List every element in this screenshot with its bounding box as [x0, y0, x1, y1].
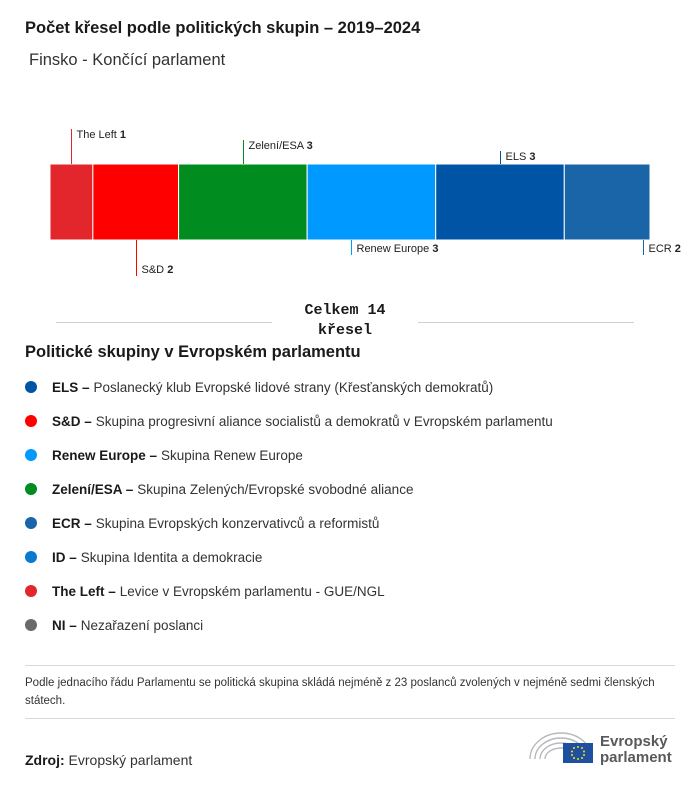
legend-abbr: The Left –	[52, 583, 116, 599]
source-label: Zdroj:	[25, 752, 65, 768]
legend-desc: Skupina progresivní aliance socialistů a demokratů v Evropském parlamentu	[95, 413, 553, 429]
total-seats-unit: křesel	[317, 322, 372, 339]
ep-logo-line2: parlament	[600, 749, 672, 766]
legend-desc: Skupina Zelených/Evropské svobodné aliance	[137, 481, 414, 497]
footnote: Podle jednacího řádu Parlamentu se politická skupina skládá nejméně z 23 poslanců zvolených v nejméně sedmi členských státech.	[25, 677, 655, 707]
legend-abbr: S&D –	[52, 413, 92, 429]
legend-dot-icon	[25, 415, 37, 427]
note-divider-bottom	[25, 718, 675, 719]
legend-item	[25, 404, 553, 438]
ep-logo-line1: Evropský	[600, 733, 668, 750]
legend-abbr: ECR –	[52, 515, 92, 531]
data-label-ecr: ECR 2	[648, 243, 681, 255]
legend-desc: Skupina Evropských konzervativců a reformistů	[95, 515, 380, 531]
total-divider-right	[418, 322, 634, 323]
bar-segment-renew-europe	[307, 164, 436, 240]
bar-segment-els	[436, 164, 565, 240]
data-label-els: ELS 3	[505, 151, 536, 163]
legend-desc: Skupina Renew Europe	[161, 447, 303, 463]
legend-dot-icon	[25, 449, 37, 461]
data-label-s-d: S&D 2	[141, 264, 174, 276]
legend-item	[25, 608, 553, 642]
legend-abbr: Renew Europe –	[52, 447, 158, 463]
data-label-zelen-esa: Zelení/ESA 3	[248, 140, 313, 152]
legend-desc: Poslanecký klub Evropské lidové strany (Křesťanských demokratů)	[93, 379, 494, 395]
bar-segment-the-left	[50, 164, 93, 240]
bar-segment-ecr	[564, 164, 650, 240]
legend-abbr: ELS –	[52, 379, 90, 395]
legend-item	[25, 438, 553, 472]
source-value: Evropský parlament	[68, 752, 193, 768]
legend-item	[25, 472, 553, 506]
legend-dot-icon	[25, 585, 37, 597]
legend-item	[25, 540, 553, 574]
legend-item	[25, 574, 553, 608]
source	[25, 752, 192, 768]
legend-dot-icon	[25, 551, 37, 563]
eu-parliament-hemicycle-icon	[528, 727, 596, 767]
seat-chart	[0, 0, 700, 290]
legend-dot-icon	[25, 517, 37, 529]
chart-subtitle: Finsko - Končící parlament	[29, 51, 226, 69]
bar-segment-zelen-esa	[179, 164, 308, 240]
legend-abbr: NI –	[52, 617, 77, 633]
ep-logo-text	[600, 734, 672, 766]
legend-dot-icon	[25, 483, 37, 495]
legend-dot-icon	[25, 381, 37, 393]
legend-dot-icon	[25, 619, 37, 631]
legend-desc: Skupina Identita a demokracie	[80, 549, 263, 565]
legend-abbr: ID –	[52, 549, 77, 565]
ep-logo	[528, 727, 678, 771]
legend-item	[25, 370, 553, 404]
bar-segment-s-d	[93, 164, 179, 240]
legend-desc: Levice v Evropském parlamentu - GUE/NGL	[119, 583, 385, 599]
legend-abbr: Zelení/ESA –	[52, 481, 134, 497]
total-seats	[272, 301, 418, 341]
legend-desc: Nezařazení poslanci	[80, 617, 204, 633]
note-divider-top	[25, 665, 675, 666]
legend-item	[25, 506, 553, 540]
total-seats-count: Celkem 14	[304, 302, 386, 319]
legend-title: Politické skupiny v Evropském parlamentu	[25, 343, 361, 361]
data-label-renew-europe: Renew Europe 3	[356, 243, 439, 255]
total-divider-left	[56, 322, 272, 323]
legend	[25, 370, 553, 642]
data-label-the-left: The Left 1	[76, 129, 127, 141]
chart-title: Počet křesel podle politických skupin – 2019–2024	[25, 19, 421, 37]
